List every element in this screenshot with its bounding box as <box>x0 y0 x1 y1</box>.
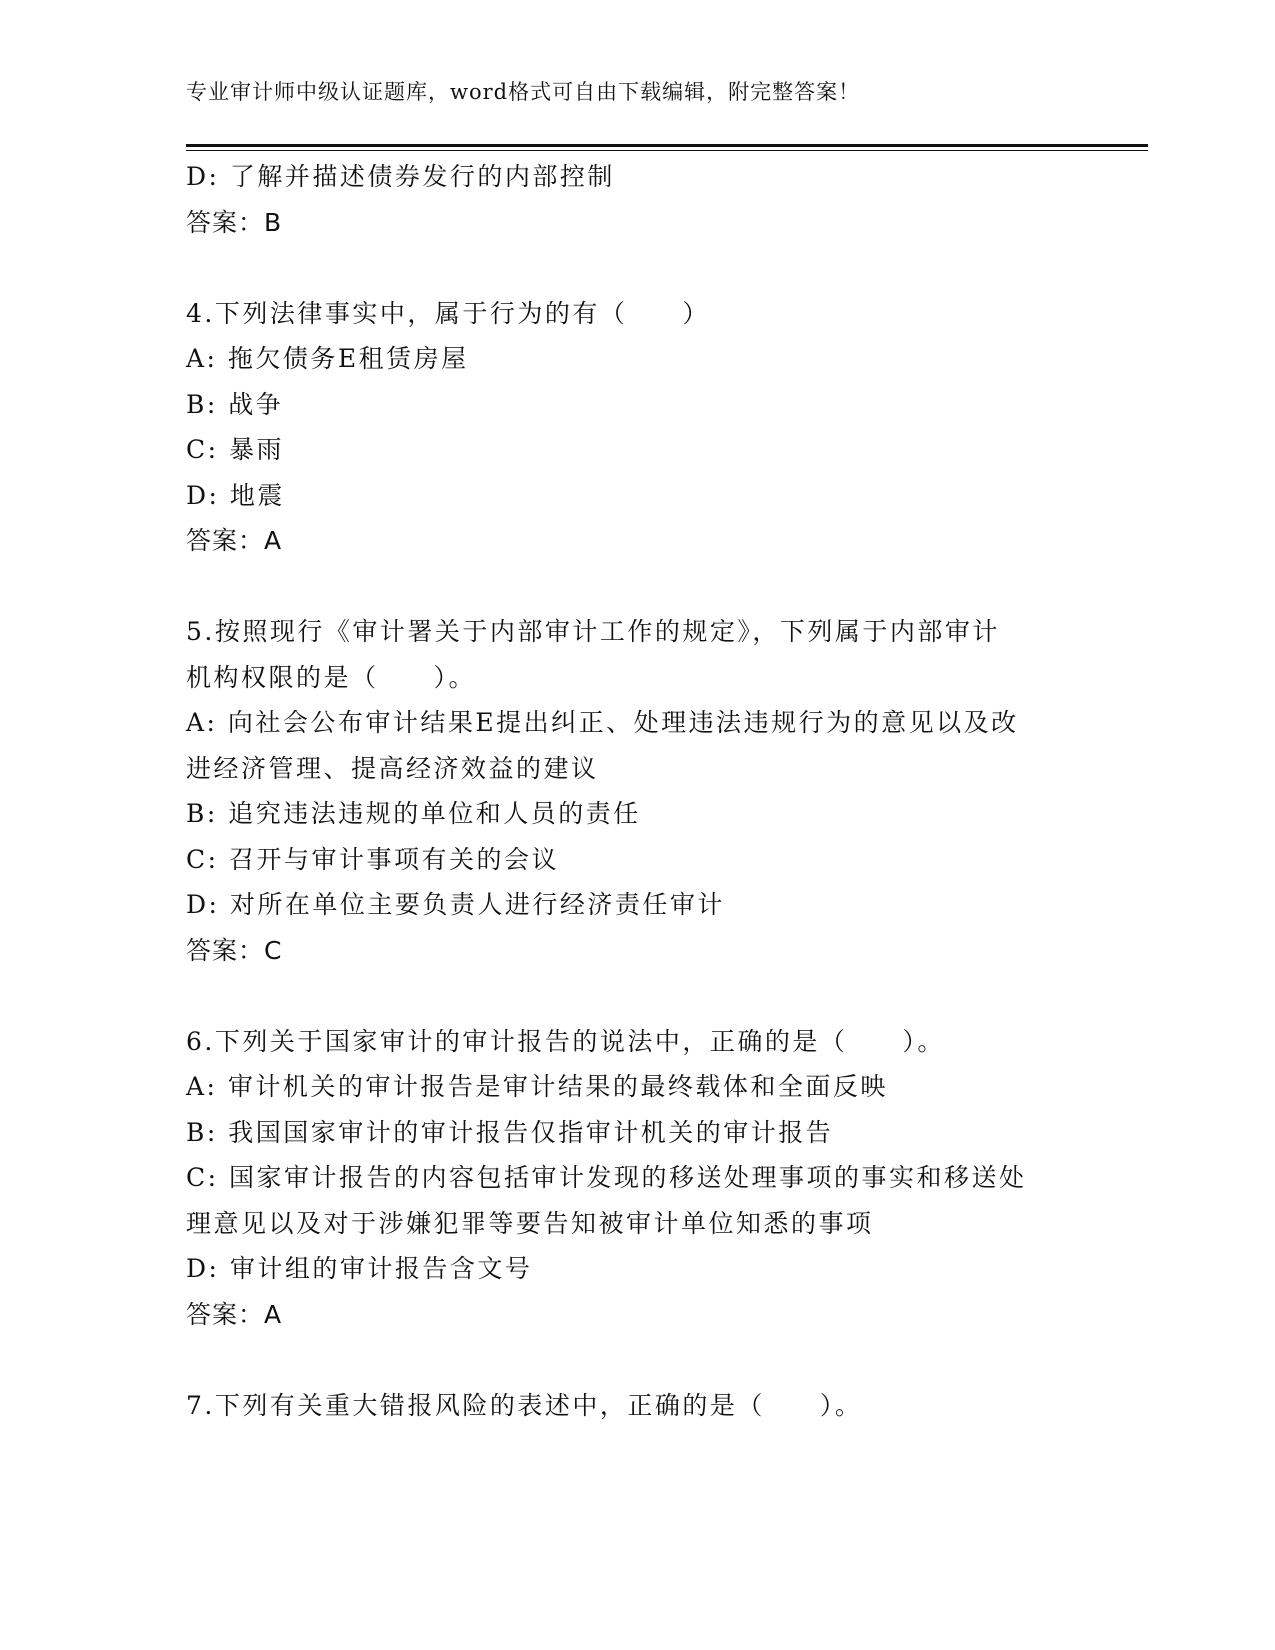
option-line: C: 暴雨 <box>186 435 284 464</box>
header-rule-thin <box>186 150 1148 151</box>
option-line: 理意见以及对于涉嫌犯罪等要告知被审计单位知悉的事项 <box>186 1208 874 1238</box>
option-line: D: 对所在单位主要负责人进行经济责任审计 <box>186 890 725 919</box>
header-rule-thick <box>186 144 1148 147</box>
question-list <box>186 291 1091 1429</box>
option-line: C: 召开与审计事项有关的会议 <box>186 844 559 874</box>
spacer <box>186 245 1091 291</box>
question-content <box>186 154 1091 1428</box>
question-stem-line: 6.下列关于国家审计的审计报告的说法中，正确的是（ ）。 <box>186 1026 945 1056</box>
option-line: A: 审计机关的审计报告是审计结果的最终载体和全面反映 <box>186 1072 888 1101</box>
spacer <box>186 973 1091 1019</box>
question-stem-line: 机构权限的是（ ）。 <box>186 662 477 692</box>
question-stem-line: 4.下列法律事实中，属于行为的有（ ） <box>186 298 710 328</box>
question-stem-line: 7.下列有关重大错报风险的表述中，正确的是（ ）。 <box>186 1390 863 1420</box>
question-block <box>186 609 1091 1019</box>
option-line: 进经济管理、提高经济效益的建议 <box>186 753 599 783</box>
option-line: B: 我国国家审计的审计报告仅指审计机关的审计报告 <box>186 1117 834 1147</box>
option-line: B: 追究违法违规的单位和人员的责任 <box>186 799 641 828</box>
option-line: D: 了解并描述债券发行的内部控制 <box>186 162 615 191</box>
page-header: 专业审计师中级认证题库，word格式可自由下载编辑，附完整答案！ <box>186 80 861 104</box>
spacer <box>186 564 1091 610</box>
question-block <box>186 291 1091 610</box>
option-line: B: 战争 <box>186 389 284 419</box>
option-line: C: 国家审计报告的内容包括审计发现的移送处理事项的事实和移送处 <box>186 1163 1027 1192</box>
answer-line: 答案：A <box>186 1299 283 1329</box>
option-line: D: 审计组的审计报告含文号 <box>186 1254 533 1283</box>
answer-line: 答案：A <box>186 526 283 555</box>
question-stem-line: 5.按照现行《审计署关于内部审计工作的规定》，下列属于内部审计 <box>186 617 1000 646</box>
option-line: D: 地震 <box>186 480 285 510</box>
question-block <box>186 1019 1091 1383</box>
spacer <box>186 1337 1091 1383</box>
option-line: A: 向社会公布审计结果E提出纠正、处理违法违规行为的意见以及改 <box>186 708 1019 737</box>
answer-line: 答案：B <box>186 207 283 237</box>
question-block <box>186 1383 1091 1429</box>
answer-line: 答案：C <box>186 935 283 965</box>
option-line: A: 拖欠债务E租赁房屋 <box>186 344 469 373</box>
